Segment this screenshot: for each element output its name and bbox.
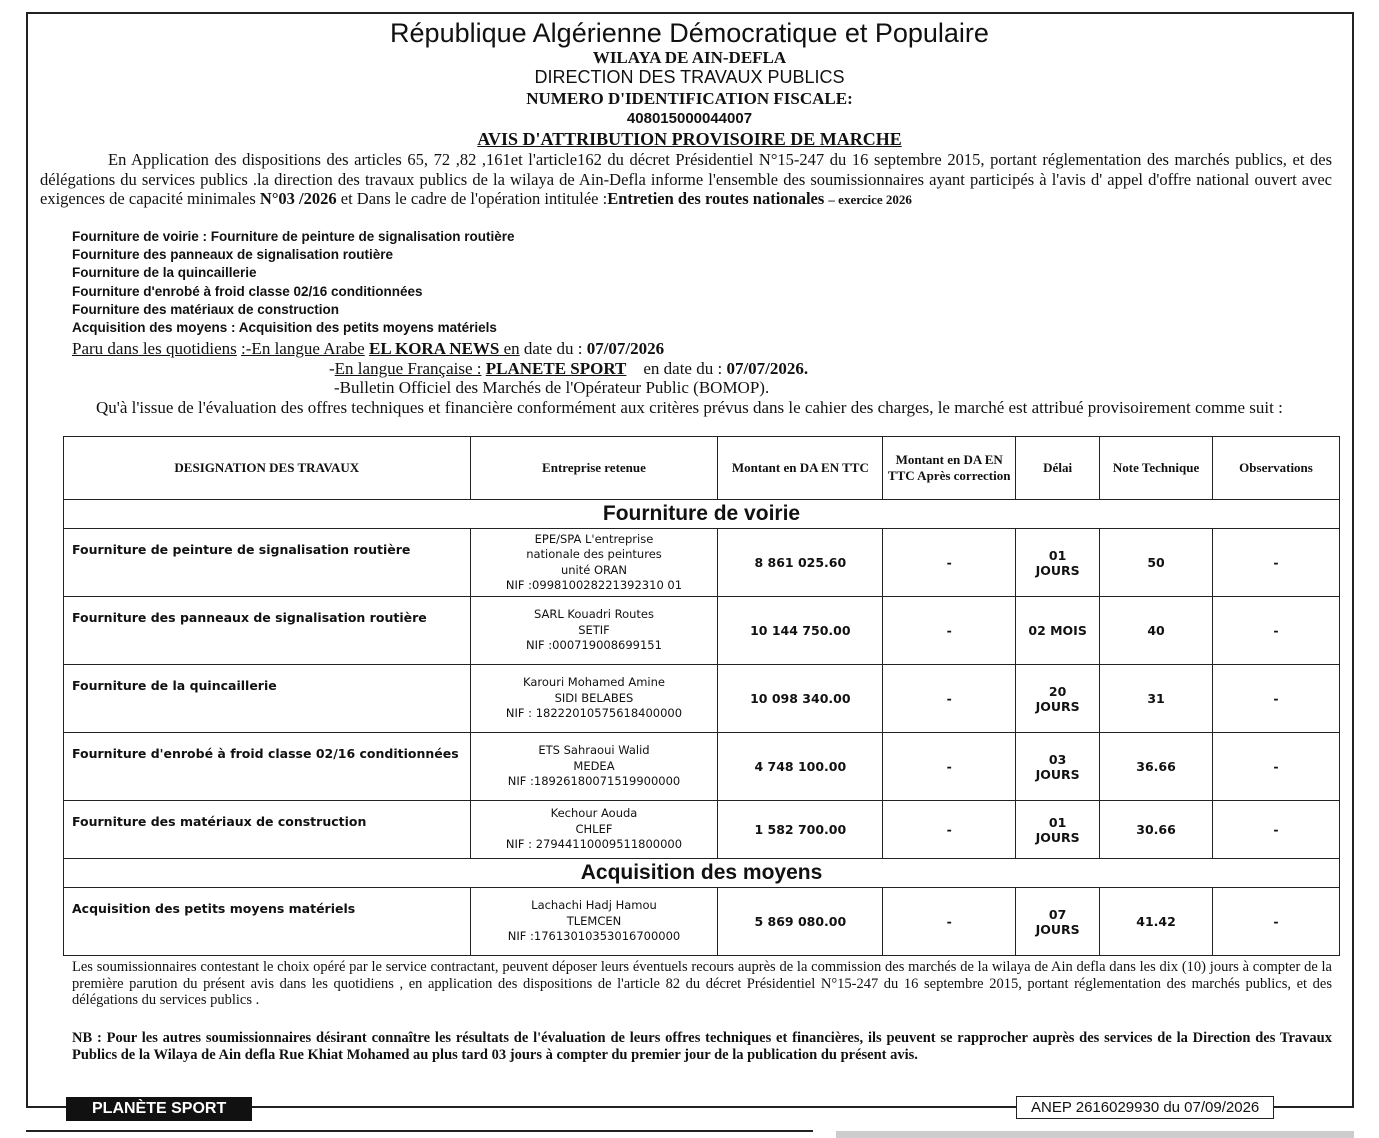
cell-entreprise: [470, 529, 718, 597]
publication-line-arabe: [72, 339, 664, 358]
entreprise-line: CHLEF: [575, 821, 613, 836]
cell-montant: 1 582 700.00: [718, 801, 883, 859]
intro-exercise: – exercice 2026: [828, 192, 912, 207]
entreprise-line: SIDI BELABES: [554, 690, 634, 705]
delai-value: 02 MOIS: [1028, 623, 1087, 638]
entreprise-line: EPE/SPA L'entreprise: [534, 531, 654, 546]
entreprise-line: Kechour Aouda: [550, 806, 638, 821]
fr-paper: PLANETE SPORT: [485, 359, 627, 378]
cell-observations: -: [1213, 733, 1340, 801]
header-designation: DESIGNATION DES TRAVAUX: [64, 437, 471, 500]
lot-item: Fourniture de la quincaillerie: [72, 265, 257, 281]
header-observations: Observations: [1213, 437, 1340, 500]
arabe-paper: EL KORA NEWS: [368, 339, 500, 358]
cell-note: 30.66: [1100, 801, 1213, 859]
lot-item: Fourniture des panneaux de signalisation routière: [72, 247, 394, 263]
delai-value: 07: [1048, 906, 1067, 922]
delai-unit: JOURS: [1035, 921, 1080, 937]
cell-note: 31: [1100, 665, 1213, 733]
table-row: [64, 733, 1340, 801]
lot-item: Fourniture de voirie : Fourniture de peinture de signalisation routière: [72, 229, 515, 244]
bottom-divider: [26, 1130, 813, 1132]
section-row: [64, 500, 1340, 529]
entreprise-line: TLEMCEN: [566, 913, 622, 928]
cell-montant: 8 861 025.60: [718, 529, 883, 597]
cell-note: 36.66: [1100, 733, 1213, 801]
cell-note: 41.42: [1100, 888, 1213, 956]
entreprise-nif: NIF : 18222010575618400000: [505, 706, 683, 721]
cell-delai: [1016, 665, 1100, 733]
cell-observations: -: [1213, 801, 1340, 859]
entreprise-line: nationale des peintures: [526, 547, 662, 561]
cell-designation: Fourniture de peinture de signalisation routière: [64, 529, 471, 597]
delai-unit: JOURS: [1035, 766, 1080, 782]
cell-delai: [1016, 801, 1100, 859]
cell-entreprise: [470, 801, 718, 859]
delai-unit: JOURS: [1035, 562, 1080, 578]
table-row: [64, 665, 1340, 733]
delai-value: 20: [1048, 683, 1067, 699]
entreprise-line: Lachachi Hadj Hamou: [531, 898, 657, 913]
cell-designation: Fourniture des matériaux de construction: [64, 801, 471, 859]
entreprise-line: ETS Sahraoui Walid: [538, 743, 650, 758]
bottom-grey-bar: [836, 1131, 1354, 1138]
republic-title: République Algérienne Démocratique et Populaire: [390, 18, 989, 48]
cell-entreprise: [470, 888, 718, 956]
table-row: [64, 529, 1340, 597]
cell-entreprise: [470, 733, 718, 801]
lot-item: Fourniture d'enrobé à froid classe 02/16 conditionnées: [72, 283, 423, 299]
nif-value: 408015000044007: [626, 110, 753, 127]
cell-entreprise: [470, 665, 718, 733]
entreprise-nif: NIF :000719008699151: [526, 638, 662, 653]
section-voirie: Fourniture de voirie: [64, 500, 1340, 529]
lot-item: Acquisition des moyens : Acquisition des petits moyens matériels: [72, 320, 497, 336]
recours-paragraph: Les soumissionnaires contestant le choix opéré par le service contractant, peuvent déposer leurs éventuels recours auprès de la commission des marchés de la wilaya de Ain defla dans les dix (10) jours à compter de la première parution du présent avis dans les quotidiens , en application des dispositions de l'article 82 du décret Présidentiel N°15-247 du 16 septembre 2015, portant réglementation des marchés publics, et des délégations du services publics .: [72, 959, 1332, 1008]
table-row: [64, 888, 1340, 956]
header-entreprise: Entreprise retenue: [470, 437, 718, 500]
arabe-date: 07/07/2026: [586, 339, 665, 358]
nif-label: NUMERO D'IDENTIFICATION FISCALE:: [526, 89, 853, 108]
fr-date-label: en date du :: [643, 359, 723, 378]
entreprise-nif: NIF :099810028221392310 01: [505, 578, 683, 592]
entreprise-line: unité ORAN: [560, 562, 628, 577]
header-montant: Montant en DA EN TTC: [718, 437, 883, 500]
cell-delai: [1016, 733, 1100, 801]
notice-title: AVIS D'ATTRIBUTION PROVISOIRE DE MARCHE: [477, 129, 902, 149]
header-montant-corrige: Montant en DA EN TTC Après correction: [883, 437, 1016, 500]
lots-list: [72, 228, 515, 337]
delai-value: 01: [1048, 547, 1067, 563]
cell-observations: -: [1213, 597, 1340, 665]
table-header-row: [64, 437, 1340, 500]
entreprise-line: Karouri Mohamed Amine: [523, 675, 665, 690]
table-row: [64, 597, 1340, 665]
intro-operation: Entretien des routes nationales: [607, 189, 825, 208]
arabe-date-label: date du :: [523, 339, 583, 358]
entreprise-line: SARL Kouadri Routes: [533, 607, 654, 622]
cell-montant: 5 869 080.00: [718, 888, 883, 956]
cell-delai: [1016, 888, 1100, 956]
arabe-label: :-En langue Arabe: [241, 339, 365, 358]
delai-value: 01: [1048, 814, 1067, 830]
bomop-line: -Bulletin Officiel des Marchés de l'Opérateur Public (BOMOP).: [334, 378, 770, 397]
cell-entreprise: [470, 597, 718, 665]
anep-reference: ANEP 2616029930 du 07/09/2026: [1016, 1096, 1274, 1119]
cell-montant-corrige: -: [883, 733, 1016, 801]
paru-label: Paru dans les quotidiens: [72, 339, 237, 358]
cell-designation: Fourniture de la quincaillerie: [64, 665, 471, 733]
cell-montant: 10 098 340.00: [718, 665, 883, 733]
cell-montant: 4 748 100.00: [718, 733, 883, 801]
entreprise-nif: NIF : 27944110009511800000: [505, 837, 683, 852]
cell-note: 50: [1100, 529, 1213, 597]
arabe-en: en: [499, 339, 520, 358]
cell-delai: [1016, 529, 1100, 597]
attribution-table: [63, 436, 1340, 956]
delai-unit: JOURS: [1035, 829, 1080, 845]
cell-montant: 10 144 750.00: [718, 597, 883, 665]
cell-designation: Acquisition des petits moyens matériels: [64, 888, 471, 956]
header-delai: Délai: [1016, 437, 1100, 500]
cell-observations: -: [1213, 529, 1340, 597]
entreprise-line: MEDEA: [573, 758, 615, 773]
cell-designation: Fourniture des panneaux de signalisation routière: [64, 597, 471, 665]
header-note: Note Technique: [1100, 437, 1213, 500]
evaluation-text: Qu'à l'issue de l'évaluation des offres techniques et financière conformément aux critères prévus dans le cahier des charges, le marché est attribué provisoirement comme suit :: [96, 398, 1283, 417]
entreprise-line: SETIF: [578, 622, 610, 637]
section-row: [64, 859, 1340, 888]
intro-text2: et Dans le cadre de l'opération intitulée :: [340, 189, 608, 208]
publication-line-fr: [329, 359, 808, 378]
intro-ref: N°03 /2026: [259, 189, 337, 208]
entreprise-nif: NIF :17613010353016700000: [507, 929, 681, 944]
entreprise-nif: NIF :18926180071519900000: [507, 774, 681, 789]
newspaper-tag: PLANÈTE SPORT: [66, 1097, 252, 1121]
cell-montant-corrige: -: [883, 801, 1016, 859]
delai-unit: JOURS: [1035, 698, 1080, 714]
intro-paragraph: [40, 150, 1332, 210]
nb-paragraph: NB : Pour les autres soumissionnaires désirant connaître les résultats de l'évaluation de leurs offres techniques et financières, ils peuvent se rapprocher auprès des services de la Direction des Travaux Publics de la Wilaya de Ain defla Rue Khiat Mohamed au plus tard 03 jours à compter du premier jour de la publication du présent avis.: [72, 1030, 1332, 1063]
cell-observations: -: [1213, 665, 1340, 733]
table-row: [64, 801, 1340, 859]
cell-note: 40: [1100, 597, 1213, 665]
intro-text: En Application des dispositions des articles 65, 72 ,82 ,161et l'article162 du décret Présidentiel N°15-247 du 16 septembre 2015, portant réglementation des marchés publics, et des délégations du services publics .la direction des travaux publics de la wilaya de Ain-Defla informe l'ensemble des soumissionnaires ayant participés à l'avis d' appel d'offre national ouvert avec exigences de capacité minimales: [40, 150, 1332, 208]
lot-item: Fourniture des matériaux de construction: [72, 301, 340, 317]
cell-montant-corrige: -: [883, 888, 1016, 956]
cell-montant-corrige: -: [883, 529, 1016, 597]
wilaya-title: WILAYA DE AIN-DEFLA: [592, 48, 787, 67]
section-moyens: Acquisition des moyens: [64, 859, 1340, 888]
delai-value: 03: [1048, 751, 1067, 767]
cell-observations: -: [1213, 888, 1340, 956]
cell-delai: [1016, 597, 1100, 665]
cell-montant-corrige: -: [883, 665, 1016, 733]
fr-label: En langue Française :: [334, 359, 482, 378]
cell-designation: Fourniture d'enrobé à froid classe 02/16 conditionnées: [64, 733, 471, 801]
direction-title: DIRECTION DES TRAVAUX PUBLICS: [534, 67, 845, 87]
fr-dash: -: [329, 359, 335, 378]
cell-montant-corrige: -: [883, 597, 1016, 665]
fr-date: 07/07/2026.: [726, 359, 809, 378]
